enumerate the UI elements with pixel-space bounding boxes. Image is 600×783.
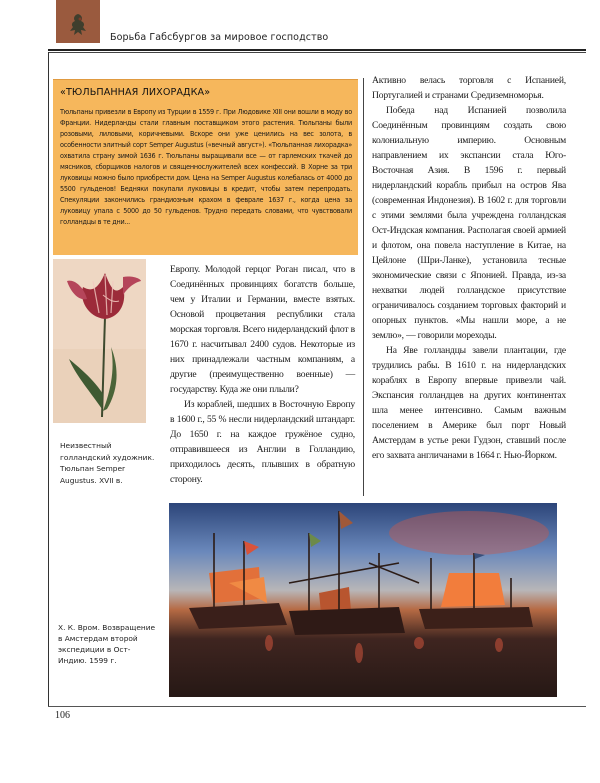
tulip-painting-image xyxy=(53,259,146,423)
paragraph: На Яве голландцы завели плантации, где трудились рабы. В 1610 г. на нидерландских кораблях в Европу впервые привезли чай. Экспансия голландцев на других континентах шла менее интенсивно. Самым важным поселением в Америке был порт Новый Амстердам в устье реки Гудзон, ставший после его захвата англичанами в 1664 г. Нью-Йорком. xyxy=(372,345,566,461)
heraldic-emblem-icon xyxy=(65,12,91,38)
sidebar-text: Тюльпаны привезли в Европу из Турции в 1559 г. При Людовике XIII они вошли в моду во Франции. Нидерланды стали главным поставщиком этого растения. Тюльпаны были розовыми, лиловыми, коричневыми. Вскоре они уже ценились на вес золота, в особенности элитный сорт Semper Augustus («вечный август»). «Тюльпанная лихорадка» охватила страну зимой 1636 г. Тюльпаны выращивали все — от гарлемских ткачей до мясников, сборщиков налогов и священнослужителей всех конфессий. В Хорне за три луковицы можно было приобрести дом. Цена на Semper Augustus колебалась от 4000 до 5500 гульденов! Бедняки покупали луковицы в кредит, чтобы затем перепродать. Спекуляции закончились грандиозным крахом в феврале 1637 г., когда цена за луковицу упала с 5000 до 50 гульденов. Трудно передать словами, что чувствовали голландцы в те дни... xyxy=(60,107,352,226)
tulip-mania-sidebar xyxy=(53,79,358,255)
paragraph: Победа над Испанией позволила Соединённым провинциям создать свою колониальную империю. Основным направлением их экспансии стала Юго-Восточная Азия. В 1596 г. первый нидерландский корабль прибыл на остров Ява (современная Индонезия). В 1602 г. для торговли с этими землями была учреждена голландская Ост-Индская компания. Располагая своей армией и флотом, она повела наступление в Китае, на Цейлоне (Шри-Ланке), установила тесные экономические связи с Японией. Правда, из-за нехватки людей голландское присутствие ограничивалось созданием торговых факторий и опорных пунктов. «Мы нашли море, а не землю», — говорили мореходы. xyxy=(372,105,566,341)
tulip-caption: Неизвестный голландский художник. Тюльпан Semper Augustus. XVII в. xyxy=(60,441,155,485)
page-frame-bottom xyxy=(48,706,586,707)
running-header-title: Борьба Габсбургов за мировое господство xyxy=(110,32,329,43)
page-frame-left xyxy=(48,52,49,707)
paragraph: Активно велась торговля с Испанией, Португалией и странами Средиземноморья. xyxy=(372,75,566,101)
ships-painting-image xyxy=(169,503,557,697)
column-divider xyxy=(363,78,364,496)
paragraph: Европу. Молодой герцог Роган писал, что в Соединённых провинциях богатств больше, чем у Италии и Германии, вместе взятых. Основой процветания республики стала морская торговля. Всего нидерландский флот в 1670 г. насчитывал 2400 судов. Некоторые из них принадлежали частным компаниям, а другие (преимущественно военные) — государству. Куда же они плыли? xyxy=(170,264,355,395)
right-column-text xyxy=(372,73,566,463)
tulip-illustration xyxy=(53,259,146,423)
middle-column-text xyxy=(170,262,355,487)
sidebar-title: «ТЮЛЬПАННАЯ ЛИХОРАДКА» xyxy=(60,87,211,98)
page-number: 106 xyxy=(55,710,70,721)
chapter-emblem-icon xyxy=(56,0,100,43)
header-rule xyxy=(48,49,586,51)
header-rule-thin xyxy=(48,52,586,53)
ships-caption: Х. К. Вром. Возвращение в Амстердам второй экспедиции в Ост-Индию. 1599 г. xyxy=(58,623,156,665)
paragraph: Из кораблей, шедших в Восточную Европу в 1600 г., 55 % несли нидерландский штандарт. До 1650 г. на каждое гружёное судно, отправившееся из Англии в Голландию, приходилось десять, плывших в обратную сторону. xyxy=(170,399,355,485)
ships-illustration xyxy=(169,503,557,697)
